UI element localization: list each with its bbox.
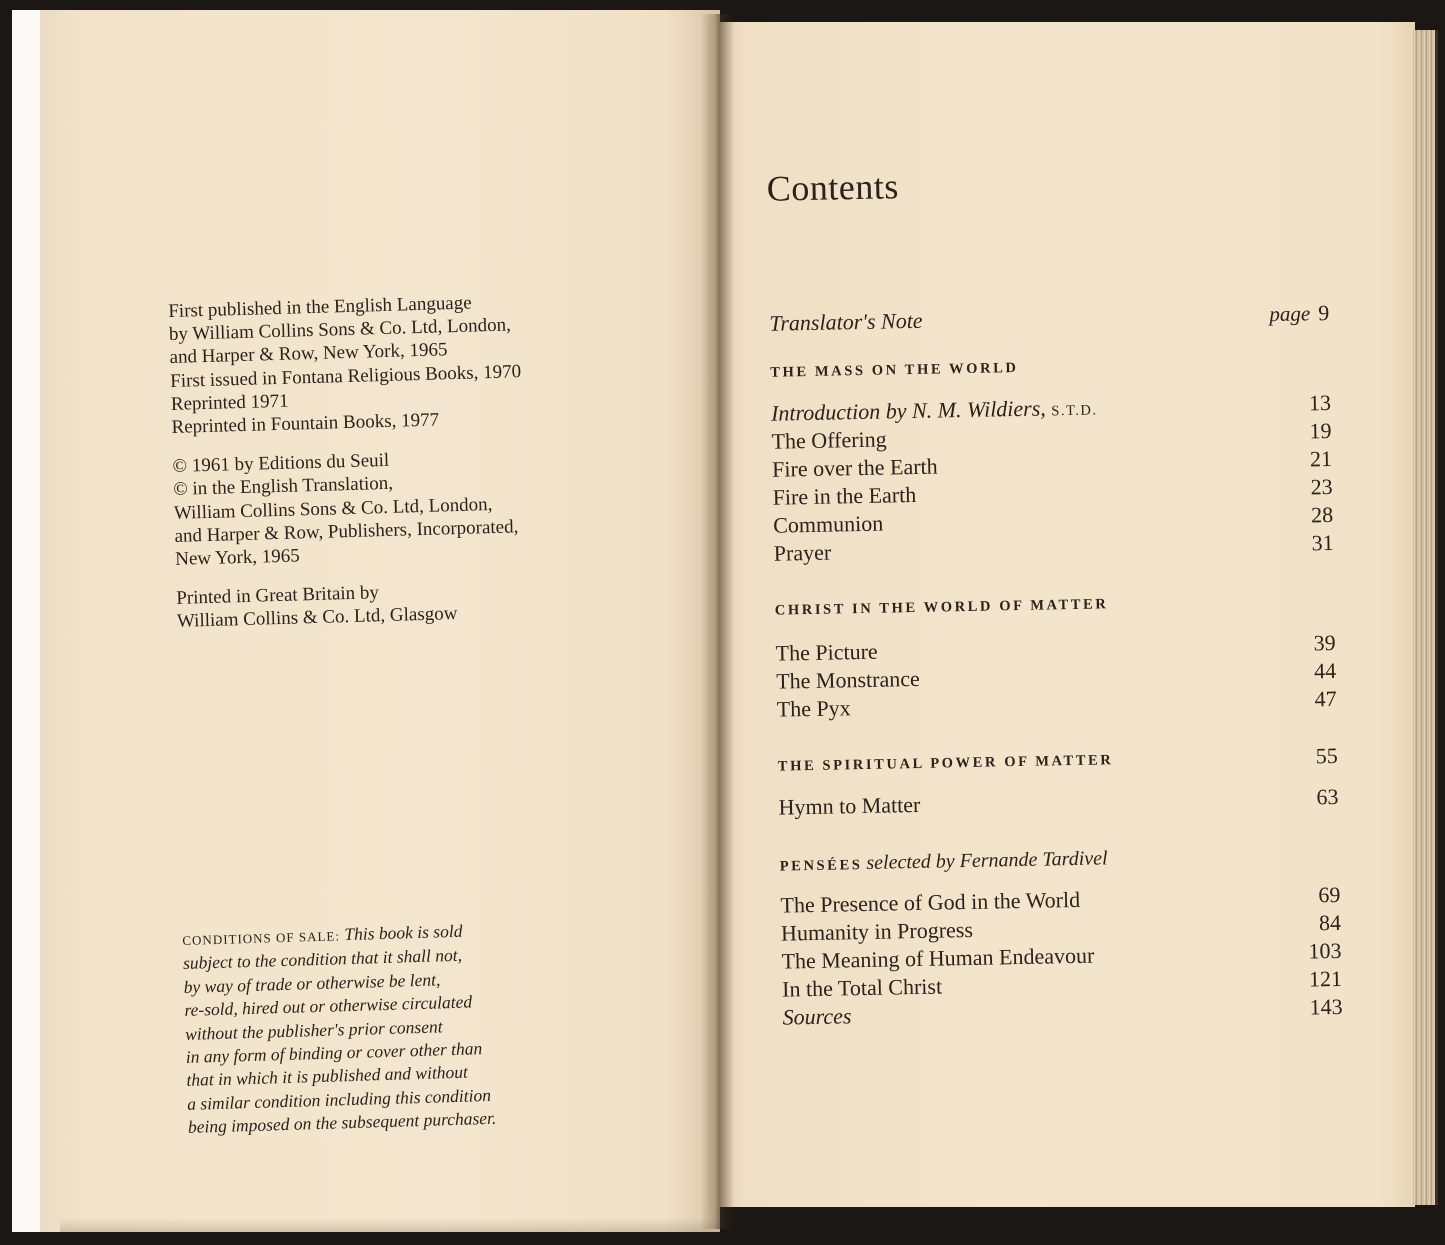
toc-entry-title: Prayer — [773, 539, 832, 566]
toc-entry-title: Introduction by N. M. Wildiers, — [770, 395, 1047, 426]
toc-entry-title: Sources — [782, 1003, 852, 1030]
imprint-line: Reprinted in Fountain Books, 1977 — [171, 409, 440, 438]
table-of-contents — [754, 139, 1351, 1032]
toc-entry-page: 121 — [1308, 965, 1343, 992]
imprint-line: Reprinted 1971 — [170, 390, 289, 415]
toc-entry-page: 143 — [1309, 993, 1343, 1020]
imprint-line: Printed in Great Britain by — [176, 582, 380, 610]
conditions-line: without the publisher's prior consent — [184, 1015, 443, 1044]
imprint-line: William Collins Sons & Co. Ltd, London, — [173, 493, 493, 524]
toc-entry-title: Fire in the Earth — [772, 481, 917, 510]
section-heading-text: THE MASS ON THE WORLD — [770, 359, 1019, 381]
toc-entry-title: Hymn to Matter — [778, 791, 921, 820]
imprint-line: and Harper & Row, New York, 1965 — [169, 339, 448, 369]
toc-entry-title: The Monstrance — [775, 665, 920, 694]
section-heading-subtitle: selected by Fernande Tardivel — [866, 847, 1108, 874]
conditions-of-sale — [182, 917, 568, 1140]
toc-entry-title: The Meaning of Human Endeavour — [781, 942, 1095, 974]
toc-entry-page: 39 — [1313, 629, 1336, 656]
toc-entry-page: 28 — [1310, 501, 1334, 528]
toc-entry-title: The Pyx — [776, 695, 851, 722]
imprint-line: New York, 1965 — [174, 545, 301, 570]
toc-entry-page: 19 — [1309, 417, 1332, 444]
toc-entry-page — [1269, 299, 1329, 328]
conditions-line: by way of trade or otherwise be lent, — [183, 969, 441, 997]
book-gutter — [700, 14, 734, 1229]
conditions-line: re-sold, hired out or otherwise circulated — [184, 991, 473, 1021]
page-label: page — [1269, 301, 1311, 327]
imprint-printer — [176, 575, 617, 634]
imprint-line: First issued in Fontana Religious Books, 1970 — [169, 360, 522, 392]
conditions-lead: CONDITIONS OF SALE: — [182, 928, 341, 948]
page-number: 9 — [1317, 299, 1330, 326]
imprint-copyright — [172, 443, 615, 571]
conditions-line: that in which it is published and without — [186, 1062, 469, 1091]
toc-entry-title: Translator's Note — [769, 307, 923, 336]
toc-entry-title: Communion — [772, 510, 884, 538]
imprint-line: by William Collins Sons & Co. Ltd, London, — [168, 314, 512, 346]
imprint-line: and Harper & Row, Publishers, Incorporated, — [174, 516, 519, 547]
toc-entry-title: The Picture — [775, 638, 878, 666]
toc-entry-page: 63 — [1316, 783, 1339, 810]
toc-entry-page: 23 — [1310, 473, 1333, 500]
toc-entry-page: 69 — [1318, 881, 1341, 908]
toc-entry-page: 13 — [1308, 389, 1332, 416]
imprint — [168, 288, 618, 650]
toc-entry-title: The Offering — [771, 426, 887, 454]
imprint-line: William Collins & Co. Ltd, Glasgow — [176, 603, 458, 633]
toc-entry-page: 21 — [1309, 445, 1333, 472]
section-heading-text: PENSÉES — [779, 857, 863, 875]
toc-entry-title: The Presence of God in the World — [780, 886, 1081, 918]
page-edges — [1413, 30, 1438, 1205]
toc-entry-page: 47 — [1314, 685, 1337, 712]
left-page — [12, 10, 720, 1232]
contents-title: Contents — [766, 166, 900, 209]
imprint-line: © 1961 by Editions du Seuil — [172, 450, 390, 478]
toc-entry-title: Humanity in Progress — [780, 916, 974, 946]
conditions-text: This book is sold — [344, 920, 463, 945]
section-heading-text: CHRIST IN THE WORLD OF MATTER — [774, 596, 1109, 619]
toc-entry-page: 44 — [1313, 657, 1337, 684]
toc-entry-page: 103 — [1308, 937, 1342, 964]
toc-entry-title: Fire over the Earth — [771, 453, 938, 482]
conditions-line: being imposed on the subsequent purchaser. — [187, 1108, 497, 1138]
imprint-line: First published in the English Language — [168, 292, 472, 322]
toc-entry-page: 84 — [1318, 909, 1342, 936]
section-heading-text: THE SPIRITUAL POWER OF MATTER — [777, 752, 1114, 775]
toc-entry-title: In the Total Christ — [781, 973, 943, 1002]
conditions-line: a similar condition including this condition — [186, 1084, 492, 1114]
section-heading-page: 55 — [1315, 742, 1338, 769]
imprint-line: © in the English Translation, — [173, 473, 394, 501]
toc-entry-page: 31 — [1311, 529, 1334, 556]
conditions-line: subject to the condition that it shall not, — [182, 945, 463, 974]
conditions-line: in any form of binding or cover other than — [185, 1038, 483, 1067]
toc-entry-suffix: S.T.D. — [1051, 402, 1098, 420]
imprint-publication-history — [168, 288, 612, 439]
